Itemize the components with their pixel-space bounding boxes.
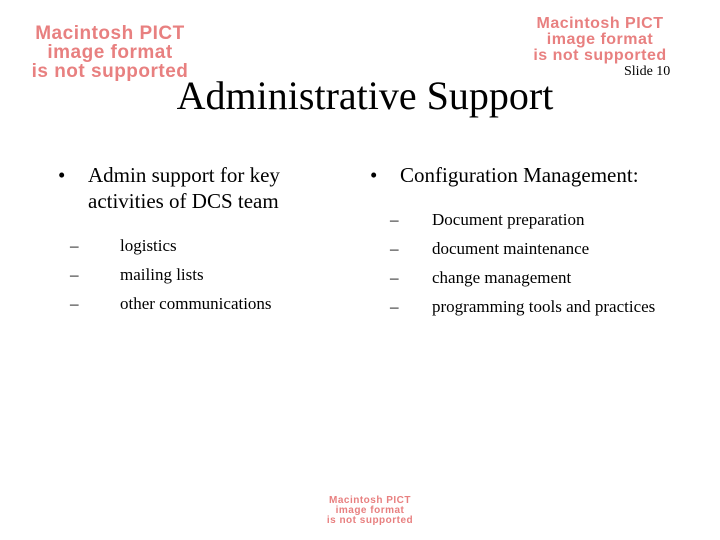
bullet-icon: • [370,163,378,187]
dash-icon: – [70,265,79,284]
sub-item-text: logistics [120,236,177,255]
sub-list [58,234,348,316]
placeholder-line: is not supported [31,61,189,82]
bullet-icon: • [58,163,66,187]
unsupported-image-placeholder-bottom [310,496,430,526]
bullet-text: Configuration Management: [400,163,639,187]
placeholder-line: image format [335,505,405,516]
sub-item [390,208,670,232]
sub-list [370,208,670,319]
dash-icon: – [390,268,399,287]
sub-item-text: mailing lists [120,265,204,284]
unsupported-image-placeholder-top-right [497,16,703,64]
placeholder-line: Macintosh PICT [536,15,664,32]
slide-number: Slide 10 [624,64,671,79]
sub-item-text: other communications [120,294,272,313]
sub-item-text: document maintenance [432,239,590,258]
placeholder-line: is not supported [326,515,414,526]
dash-icon: – [70,294,79,313]
bullet-item [370,162,670,188]
sub-item [70,234,348,258]
sub-item [390,237,670,261]
sub-item [390,295,670,319]
dash-icon: – [390,239,399,258]
placeholder-line: image format [546,31,654,48]
sub-item-text: programming tools and practices [432,297,656,316]
placeholder-line: image format [47,42,173,63]
right-column [370,162,670,324]
slide-title: Administrative Support [176,73,554,118]
left-column [58,162,348,321]
bullet-text: Admin support for key activities of DCS team [88,163,280,213]
placeholder-line: Macintosh PICT [35,23,185,44]
dash-icon: – [70,236,79,255]
sub-item [70,292,348,316]
sub-item [390,266,670,290]
sub-item-text: change management [432,268,572,287]
dash-icon: – [390,210,399,229]
sub-item [70,263,348,287]
dash-icon: – [390,297,399,316]
placeholder-line: Macintosh PICT [328,495,411,506]
placeholder-line: is not supported [533,47,667,64]
bullet-item [58,162,348,214]
sub-item-text: Document preparation [432,210,585,229]
